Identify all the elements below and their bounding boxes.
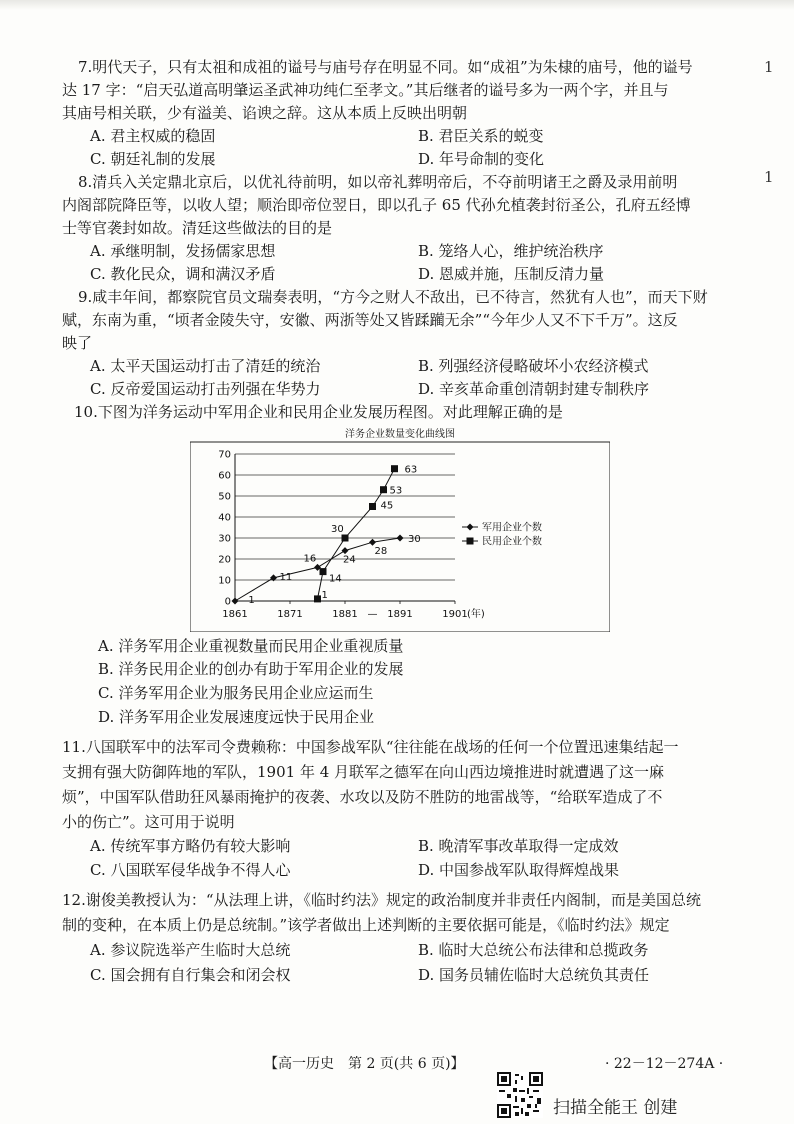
data-point-square [391, 465, 398, 472]
data-label: 30 [408, 534, 421, 545]
y-tick-label: 70 [218, 449, 231, 461]
y-tick-label: 0 [224, 596, 231, 608]
option-d: D. 国务员辅佐临时大总统负其责任 [418, 966, 650, 984]
option-c: C. 洋务军用企业为服务民用企业应运而生 [98, 684, 374, 702]
extra-label: — [367, 609, 378, 620]
scanner-watermark: 扫描全能王 创建 [553, 1098, 678, 1118]
option-a: A. 洋务军用企业重视数量而民用企业重视质量 [98, 637, 404, 655]
x-tick-label: 1891 [387, 609, 413, 620]
legend-label: 民用企业个数 [482, 536, 542, 548]
x-tick-label: 1901 [442, 609, 468, 620]
data-point-diamond [342, 547, 349, 554]
extra-label: 1 [248, 595, 255, 606]
data-label: 14 [329, 573, 342, 585]
data-label: 24 [343, 554, 356, 566]
data-point-square [320, 568, 327, 575]
option-b: B. 晚清军事改革取得一定成效 [418, 837, 619, 855]
option-b: B. 列强经济侵略破坏小农经济模式 [418, 357, 649, 375]
scan-edge [0, 0, 794, 10]
margin-mark: 1 [764, 58, 774, 76]
question-text-line: 赋，东南为重，“顷者金陵失守，安徽、两浙等处又皆蹂躏无余”“今年少人又不下千万”。这反 [62, 311, 678, 329]
option-d: D. 中国参战军队取得辉煌战果 [418, 861, 620, 879]
legend-marker-square [467, 538, 474, 545]
x-tick-label: 1861 [222, 609, 248, 620]
chart-series [232, 465, 421, 605]
option-b: B. 临时大总统公布法律和总揽政务 [418, 941, 649, 959]
chart-legend [462, 521, 542, 548]
option-c: C. 朝廷礼制的发展 [90, 150, 216, 168]
enterprise-count-chart [190, 424, 610, 632]
option-b: B. 笼络人心，维护统治秩序 [418, 242, 604, 260]
data-label: 16 [303, 553, 317, 565]
y-tick-label: 60 [218, 470, 231, 482]
data-point-diamond [270, 574, 277, 581]
y-tick-label: 30 [218, 533, 231, 545]
option-a: A. 传统军事方略仍有较大影响 [90, 837, 291, 855]
question-text-line: 7.明代天子，只有太祖和成祖的谥号与庙号存在明显不同。如“成祖”为朱棣的庙号，他的谥号 [78, 58, 693, 76]
option-a: A. 太平天国运动打击了清廷的统治 [90, 357, 321, 375]
question-text-line: 士等官袭封如故。清廷这些做法的目的是 [62, 219, 333, 237]
data-point-diamond [369, 539, 376, 546]
x-tick-label: 1881 [332, 609, 358, 620]
data-label: 45 [380, 500, 394, 512]
y-tick-label: 20 [218, 554, 231, 566]
page-code: · 22－12－274A · [605, 1056, 724, 1072]
question-text-line: 支拥有强大防御阵地的军队，1901 年 4 月联军之德军在向山西边境推进时就遭遇了这一麻 [62, 763, 665, 781]
data-label: 11 [279, 571, 293, 583]
y-tick-label: 50 [218, 491, 231, 503]
option-d: D. 辛亥革命重创清朝封建专制秩序 [418, 380, 650, 398]
option-d: D. 洋务军用企业发展速度远快于民用企业 [98, 708, 375, 726]
data-label: 28 [374, 546, 388, 558]
qr-code-icon [497, 1072, 543, 1118]
question-text-line: 其庙号相关联，少有溢美、谄谀之辞。这从本质上反映出明朝 [62, 104, 468, 122]
y-tick-label: 40 [218, 512, 231, 524]
option-c: C. 八国联军侵华战争不得人心 [90, 861, 291, 879]
question-text-line: 映了 [62, 334, 93, 352]
data-label: 53 [389, 485, 403, 497]
question-text-line: 10.下图为洋务运动中军用企业和民用企业发展历程图。对此理解正确的是 [74, 403, 563, 421]
option-d: D. 恩威并施，压制反清力量 [418, 265, 605, 283]
data-label: 63 [404, 464, 418, 476]
question-text-line: 制的变种，在本质上仍是总统制。”该学者做出上述判断的主要依据可能是，《临时约法》规定 [62, 916, 670, 934]
option-c: C. 反帝爱国运动打击列强在华势力 [90, 380, 321, 398]
question-text-line: 烦”，中国军队借助狂风暴雨掩护的夜袭、水攻以及防不胜防的地雷战等，“给联军造成了不 [62, 788, 663, 806]
option-a: A. 君主权威的稳固 [90, 127, 216, 145]
data-point-square [314, 595, 321, 602]
data-point-diamond [397, 535, 404, 542]
question-text-line: 达 17 字：“启天弘道高明肇运圣武神功纯仁至孝文。”其后继者的谥号多为一两个字，并且与 [62, 81, 669, 99]
chart-title: 洋务企业数量变化曲线图 [345, 429, 455, 440]
option-b: B. 洋务民用企业的创办有助于军用企业的发展 [98, 660, 404, 678]
data-label: 1 [321, 589, 328, 601]
question-text-line: 9.咸丰年间，都察院官员文瑞奏表明，“方今之财人不敌出，已不待言，然犹有人也”，而天下财 [78, 288, 708, 306]
option-c: C. 教化民众，调和满汉矛盾 [90, 265, 276, 283]
question-text-line: 8.清兵入关定鼎北京后，以优礼待前明，如以帝礼葬明帝后，不夺前明诸王之爵及录用前明 [78, 173, 678, 191]
page-footer-label: 【高一历史 第 2 页(共 6 页)】 [264, 1056, 465, 1072]
data-point-square [380, 486, 387, 493]
x-axis-label: (年) [467, 609, 485, 620]
option-d: D. 年号命制的变化 [418, 150, 545, 168]
option-c: C. 国会拥有自行集会和闭会权 [90, 966, 291, 984]
data-label: 30 [331, 524, 344, 535]
question-text-line: 12.谢俊美教授认为：“从法理上讲，《临时约法》规定的政治制度并非责任内阁制，而是美国总统 [62, 891, 702, 909]
question-text-line: 11.八国联军中的法军司令费赖称：中国参战军队“往往能在战场的任何一个位置迅速集结起一 [62, 738, 679, 756]
margin-mark: 1 [764, 168, 774, 186]
data-point-square [369, 503, 376, 510]
question-text-line: 内阁部院降臣等，以收人望；顺治即帝位翌日，即以孔子 65 代孙允植袭封衍圣公，孔府五经博 [62, 196, 691, 214]
data-point-diamond [232, 598, 239, 605]
option-a: A. 参议院选举产生临时大总统 [90, 941, 291, 959]
question-text-line: 小的伤亡”。这可用于说明 [62, 813, 235, 831]
legend-label: 军用企业个数 [482, 522, 542, 534]
option-a: A. 承继明制，发扬儒家思想 [90, 242, 276, 260]
y-tick-label: 10 [218, 575, 231, 587]
chart-grid [235, 454, 455, 601]
option-b: B. 君臣关系的蜕变 [418, 127, 544, 145]
data-point-square [342, 535, 349, 542]
legend-marker-diamond [467, 524, 474, 531]
x-tick-label: 1871 [277, 609, 303, 620]
